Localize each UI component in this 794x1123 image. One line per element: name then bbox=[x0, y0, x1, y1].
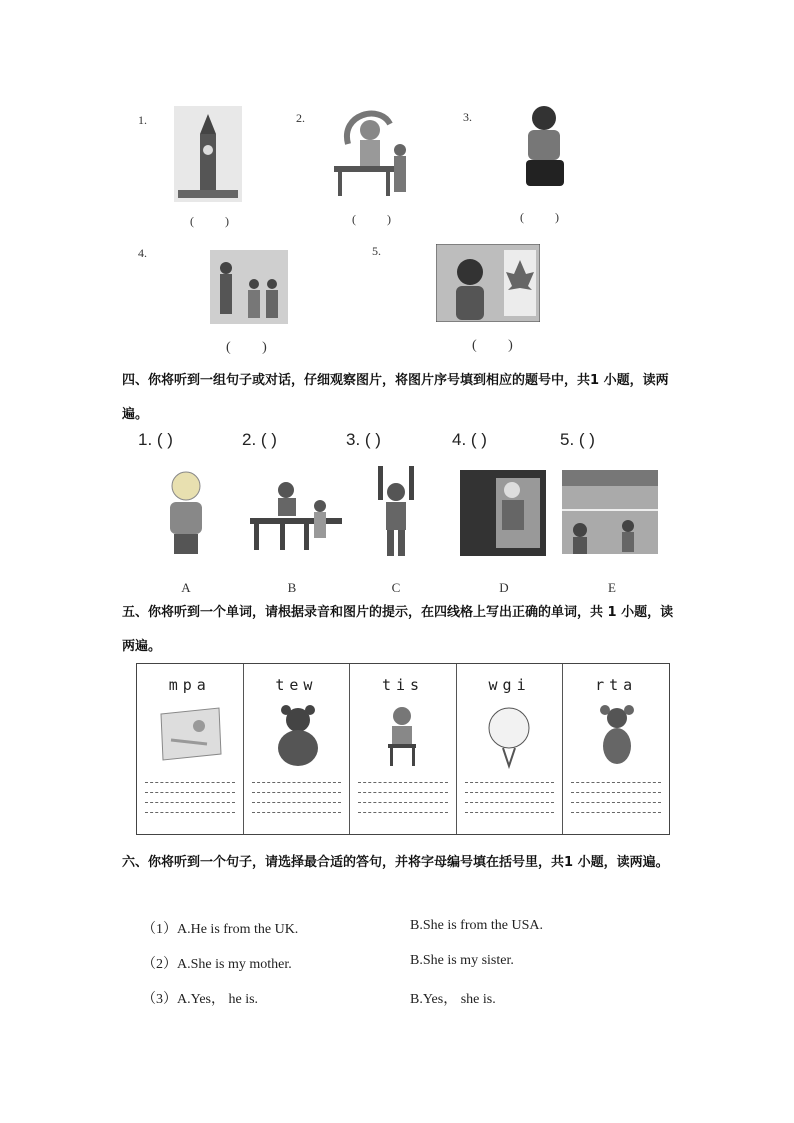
word-writing-table bbox=[136, 663, 670, 835]
section-6-instruction: 六、你将听到一个句子，请选择最合适的答句，并将字母编号填在括号里，共1 小题，读两遍。 bbox=[122, 855, 669, 870]
picture-letter: A bbox=[181, 580, 191, 595]
answer-paren[interactable]: ( ) bbox=[352, 212, 405, 226]
boy-sitting-picture bbox=[518, 104, 570, 190]
section-5-instruction: 五、你将听到一个单词，请根据录音和图片的提示，在四线格上写出正确的单词，共 1 小题，读两遍。 bbox=[122, 605, 674, 654]
rat-picture bbox=[593, 704, 641, 768]
item-number: 2. bbox=[296, 111, 305, 125]
question-blank[interactable]: 4. ( ) bbox=[452, 430, 487, 449]
item-number: 1. bbox=[138, 113, 147, 127]
picture-letter: C bbox=[391, 580, 401, 595]
word-cell bbox=[350, 664, 457, 834]
family-picture bbox=[210, 250, 288, 324]
boy-arms-up-picture bbox=[372, 466, 420, 558]
option-b[interactable]: B.Yes， she is. bbox=[410, 992, 496, 1007]
blonde-boy-picture bbox=[160, 470, 212, 556]
question-blank[interactable]: 3. ( ) bbox=[346, 430, 381, 449]
option-b[interactable]: B.She is from the USA. bbox=[410, 918, 543, 933]
answer-paren[interactable]: ( ) bbox=[190, 214, 243, 228]
canada-flag-girl-picture bbox=[436, 244, 540, 322]
answer-paren[interactable]: ( ) bbox=[226, 340, 281, 355]
scrambled-word: tew bbox=[275, 676, 318, 694]
boy-sitting-chair-picture bbox=[380, 706, 424, 768]
section-4-instruction: 四、你将听到一组句子或对话，仔细观察图片，将图片序号填到相应的题号中，共1 小题，读两遍。 bbox=[122, 373, 669, 422]
item-number: 4. bbox=[138, 246, 147, 260]
big-ben-picture bbox=[174, 106, 242, 202]
question-blank[interactable]: 5. ( ) bbox=[560, 430, 595, 449]
answer-paren[interactable]: ( ) bbox=[472, 338, 527, 353]
question-blank[interactable]: 2. ( ) bbox=[242, 430, 277, 449]
answer-paren[interactable]: ( ) bbox=[520, 210, 573, 224]
option-a[interactable]: （1）A.He is from the UK. bbox=[142, 922, 299, 937]
map-picture bbox=[159, 704, 223, 764]
teacher-blackboard-picture bbox=[460, 470, 546, 556]
writing-lines[interactable] bbox=[465, 782, 555, 822]
option-b[interactable]: B.She is my sister. bbox=[410, 953, 514, 968]
scrambled-word: rta bbox=[595, 676, 638, 694]
scrambled-word: mpa bbox=[168, 676, 211, 694]
writing-lines[interactable] bbox=[252, 782, 342, 822]
word-cell bbox=[137, 664, 244, 834]
item-number: 5. bbox=[372, 244, 381, 258]
monkey-feeding-picture bbox=[250, 480, 346, 552]
word-cell bbox=[457, 664, 564, 834]
writing-lines[interactable] bbox=[571, 782, 661, 822]
picture-letter: B bbox=[287, 580, 297, 595]
option-a[interactable]: （2）A.She is my mother. bbox=[142, 957, 292, 972]
word-cell bbox=[244, 664, 351, 834]
item-number: 3. bbox=[463, 110, 472, 124]
writing-lines[interactable] bbox=[145, 782, 235, 822]
word-cell bbox=[563, 664, 669, 834]
wig-picture bbox=[479, 704, 539, 770]
option-a[interactable]: （3）A.Yes， he is. bbox=[142, 992, 259, 1007]
question-blank[interactable]: 1. ( ) bbox=[138, 430, 173, 449]
tennis-court-picture bbox=[562, 470, 658, 554]
monkey-zoo-picture bbox=[330, 104, 414, 198]
scrambled-word: wgi bbox=[488, 676, 531, 694]
picture-letter: E bbox=[608, 580, 616, 595]
picture-letter: D bbox=[499, 580, 509, 595]
bear-toy-picture bbox=[268, 704, 328, 770]
scrambled-word: tis bbox=[381, 676, 425, 694]
writing-lines[interactable] bbox=[358, 782, 448, 822]
